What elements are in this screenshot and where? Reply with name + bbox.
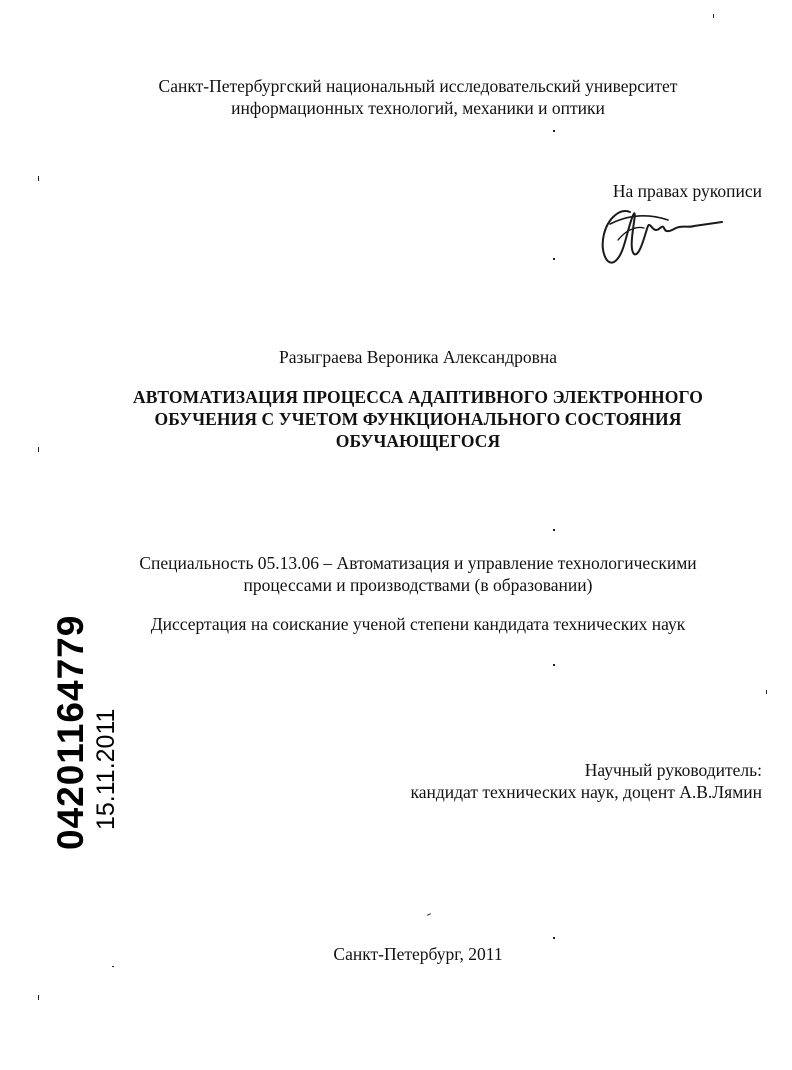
scan-speck [112, 966, 114, 967]
specialty-line-1: Специальность 05.13.06 – Автоматизация и управление технологическими [139, 553, 697, 573]
scan-speck [427, 913, 431, 916]
dissertation-title-line-3: ОБУЧАЮЩЕГОСЯ [335, 431, 501, 451]
scan-speck [553, 664, 555, 666]
scan-speck [713, 14, 714, 18]
university-name-line-2: информационных технологий, механики и оптики [231, 98, 605, 118]
scan-speck [38, 176, 39, 181]
university-name-line-1: Санкт-Петербургский национальный исследовательский университет [158, 76, 678, 96]
supervisor-name: кандидат технических наук, доцент А.В.Лямин [410, 782, 762, 802]
place-and-year: Санкт-Петербург, 2011 [333, 944, 503, 964]
stamp-number: 04201164779 [50, 614, 91, 850]
scan-speck [38, 447, 39, 452]
scan-speck [553, 529, 555, 531]
author-name: Разыграева Вероника Александровна [279, 347, 557, 367]
dissertation-type: Диссертация на соискание ученой степени кандидата технических наук [150, 614, 686, 634]
stamp-date: 15.11.2011 [92, 708, 120, 830]
dissertation-title-line-1: АВТОМАТИЗАЦИЯ ПРОЦЕССА АДАПТИВНОГО ЭЛЕКТРОННОГО [133, 387, 703, 407]
scan-speck [766, 690, 767, 694]
manuscript-note: На правах рукописи [612, 181, 762, 201]
handwritten-signature [590, 200, 730, 272]
supervisor-label: Научный руководитель: [584, 760, 762, 780]
scan-speck [553, 258, 555, 260]
dissertation-title-line-2: ОБУЧЕНИЯ С УЧЕТОМ ФУНКЦИОНАЛЬНОГО СОСТОЯНИЯ [154, 409, 682, 429]
scan-speck [553, 130, 555, 132]
scan-speck [38, 995, 39, 1000]
scan-speck [553, 937, 555, 939]
specialty-line-2: процессами и производствами (в образовании) [243, 575, 593, 595]
